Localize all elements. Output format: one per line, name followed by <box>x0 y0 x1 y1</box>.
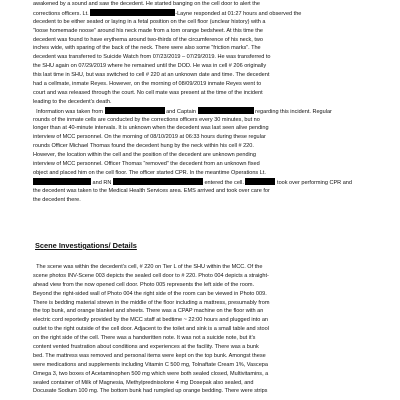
text-fragment: Information was taken from <box>36 108 103 115</box>
redaction-box <box>105 107 165 115</box>
text-line: court and was released through the court. No cell mate was present at the time of the incident <box>33 89 263 96</box>
text-line: decedent to be either seated or laying in a fetal position on the cell floor (unclear history) with a <box>33 18 266 25</box>
redaction-box <box>245 178 275 186</box>
text-line <box>33 9 391 18</box>
text-line: outlet to the right outside of the cell door. Adjacent to the toilet and sink is a small table and stool <box>33 326 269 333</box>
text-fragment: The scene was within the decedent’s cell, # 220 on Tier L of the SHU within the MCC. Of the <box>36 264 263 270</box>
text-line: Beyond the right-sided wall of Photo 004 the right side of the room can be viewed in Photo 009. <box>33 290 267 297</box>
text-line: “loose homemade noose” around his neck made from a torn orange bedsheet. At this time the <box>33 27 264 34</box>
text-fragment: and RN <box>92 180 112 187</box>
text-line: scene photos INV-Scene 003 depicts the sealed cell door to # 220. Photo 004 depicts a straight- <box>33 272 269 279</box>
text-line: electric cord reportedly provided by the MCC staff at bedtime ~ 22:00 hours and plugged into an <box>33 317 269 324</box>
text-fragment: -Layne responded at 01:27 hours and observed the <box>175 11 302 18</box>
text-line: the SHU again on 07/29/2019 where he remained until the DOD. He was in cell # 206 originally <box>33 63 267 70</box>
text-line <box>33 263 391 272</box>
narrative-block <box>33 0 391 204</box>
text-line: were medications and supplements including Vitamin C 500 mg, Tolnaftate Cream 1%, Vascepa <box>33 361 268 368</box>
text-line: Docusate Sodium 100 mg. The bottom bunk had rumpled up orange bedding. There were strips <box>33 388 268 395</box>
text-line: rounds Officer Michael Thomas found the decedent hung by the neck within his cell # 220. <box>33 143 254 150</box>
text-line: rounds of the inmate cells are conducted by the corrections officers every 30 minutes, but no <box>33 116 260 123</box>
text-line: interview of MCC personnel. On the morning of 08/10/2019 at 06:33 hours during these regular <box>33 134 266 141</box>
text-line: object and placed him on the cell floor. The officer started CPR. In the meantime Operations Lt. <box>33 169 266 176</box>
text-line: leading to the decedent’s death. <box>33 98 112 105</box>
text-line: decedent was found to have erythema around two-thirds of the circumference of his neck, two <box>33 36 264 43</box>
text-line: However, the location within the cell and the position of the decedent are unknown pending <box>33 152 256 159</box>
section-heading: Scene Investigations/ Details <box>35 241 137 250</box>
text-line: bed. The mattress was removed and personal items were kept on the top bunk. Amongst these <box>33 352 266 359</box>
text-line: the decedent was taken to the Medical Health Services area. EMS arrived and took over care for <box>33 187 270 194</box>
text-line: Omega 3, two boxes of Acetaminophen 500 mg which were both sealed closed, Multivitamins, a <box>33 370 269 377</box>
text-line: the decedent there. <box>33 196 81 203</box>
text-line: had a cellmate, inmate Reyes. However, on the morning of 08/09/2019 inmate Reyes went to <box>33 81 262 88</box>
text-line: interview of MCC personnel. Officer Thomas “removed” the decedent from an unknown fixed <box>33 161 260 168</box>
text-line: There is bedding material strewn in the middle of the floor including a mattress, presumably from <box>33 299 270 306</box>
redaction-box <box>198 107 254 115</box>
redaction-box <box>113 178 203 186</box>
text-fragment: corrections officers. Lt. <box>33 11 89 18</box>
text-line: the top bunk, and orange blanket and sheets. There was a CPAP machine on the floor with an <box>33 308 264 315</box>
text-line <box>33 107 391 116</box>
text-fragment: regarding this incident. Regular <box>255 108 332 115</box>
text-line: awakened by a sound and saw the decedent. He started banging on the cell door to alert the <box>33 1 260 7</box>
text-line: content vented frustration about conditions and experiences at the facility. There was a bunk <box>33 344 259 351</box>
redaction-box <box>33 178 91 186</box>
text-fragment: and Captain <box>166 108 197 115</box>
redaction-box <box>90 9 175 17</box>
text-line: inches wide, with sparing of the back of the neck. There were also some “friction marks”. The <box>33 45 261 52</box>
text-line: longer than at 40-minute intervals. It is unknown when the decedent was last seen alive pending <box>33 125 269 132</box>
text-line: on the right side of the cell. There was a handwritten note. It was not a suicide note, but it’s <box>33 335 256 342</box>
text-line: this last time in SHU, but was switched to cell # 220 at an unknown date and time. The decedent <box>33 72 270 79</box>
text-line: ahead view from the now opened cell door. Photo 005 represents the left side of the room. <box>33 281 255 288</box>
text-fragment: took over performing CPR and <box>277 180 352 187</box>
text-line <box>33 178 391 187</box>
text-line: sealed container of Milk of Magnesia, Methylprednisolone 4 mg Dosepak also sealed, and <box>33 379 254 386</box>
scene-block <box>33 263 391 396</box>
text-line: decedent was transferred to Suicide Watch from 07/23/2019 – 07/29/2019. He was transferred to <box>33 54 271 61</box>
text-fragment: entered the cell. <box>204 180 244 187</box>
